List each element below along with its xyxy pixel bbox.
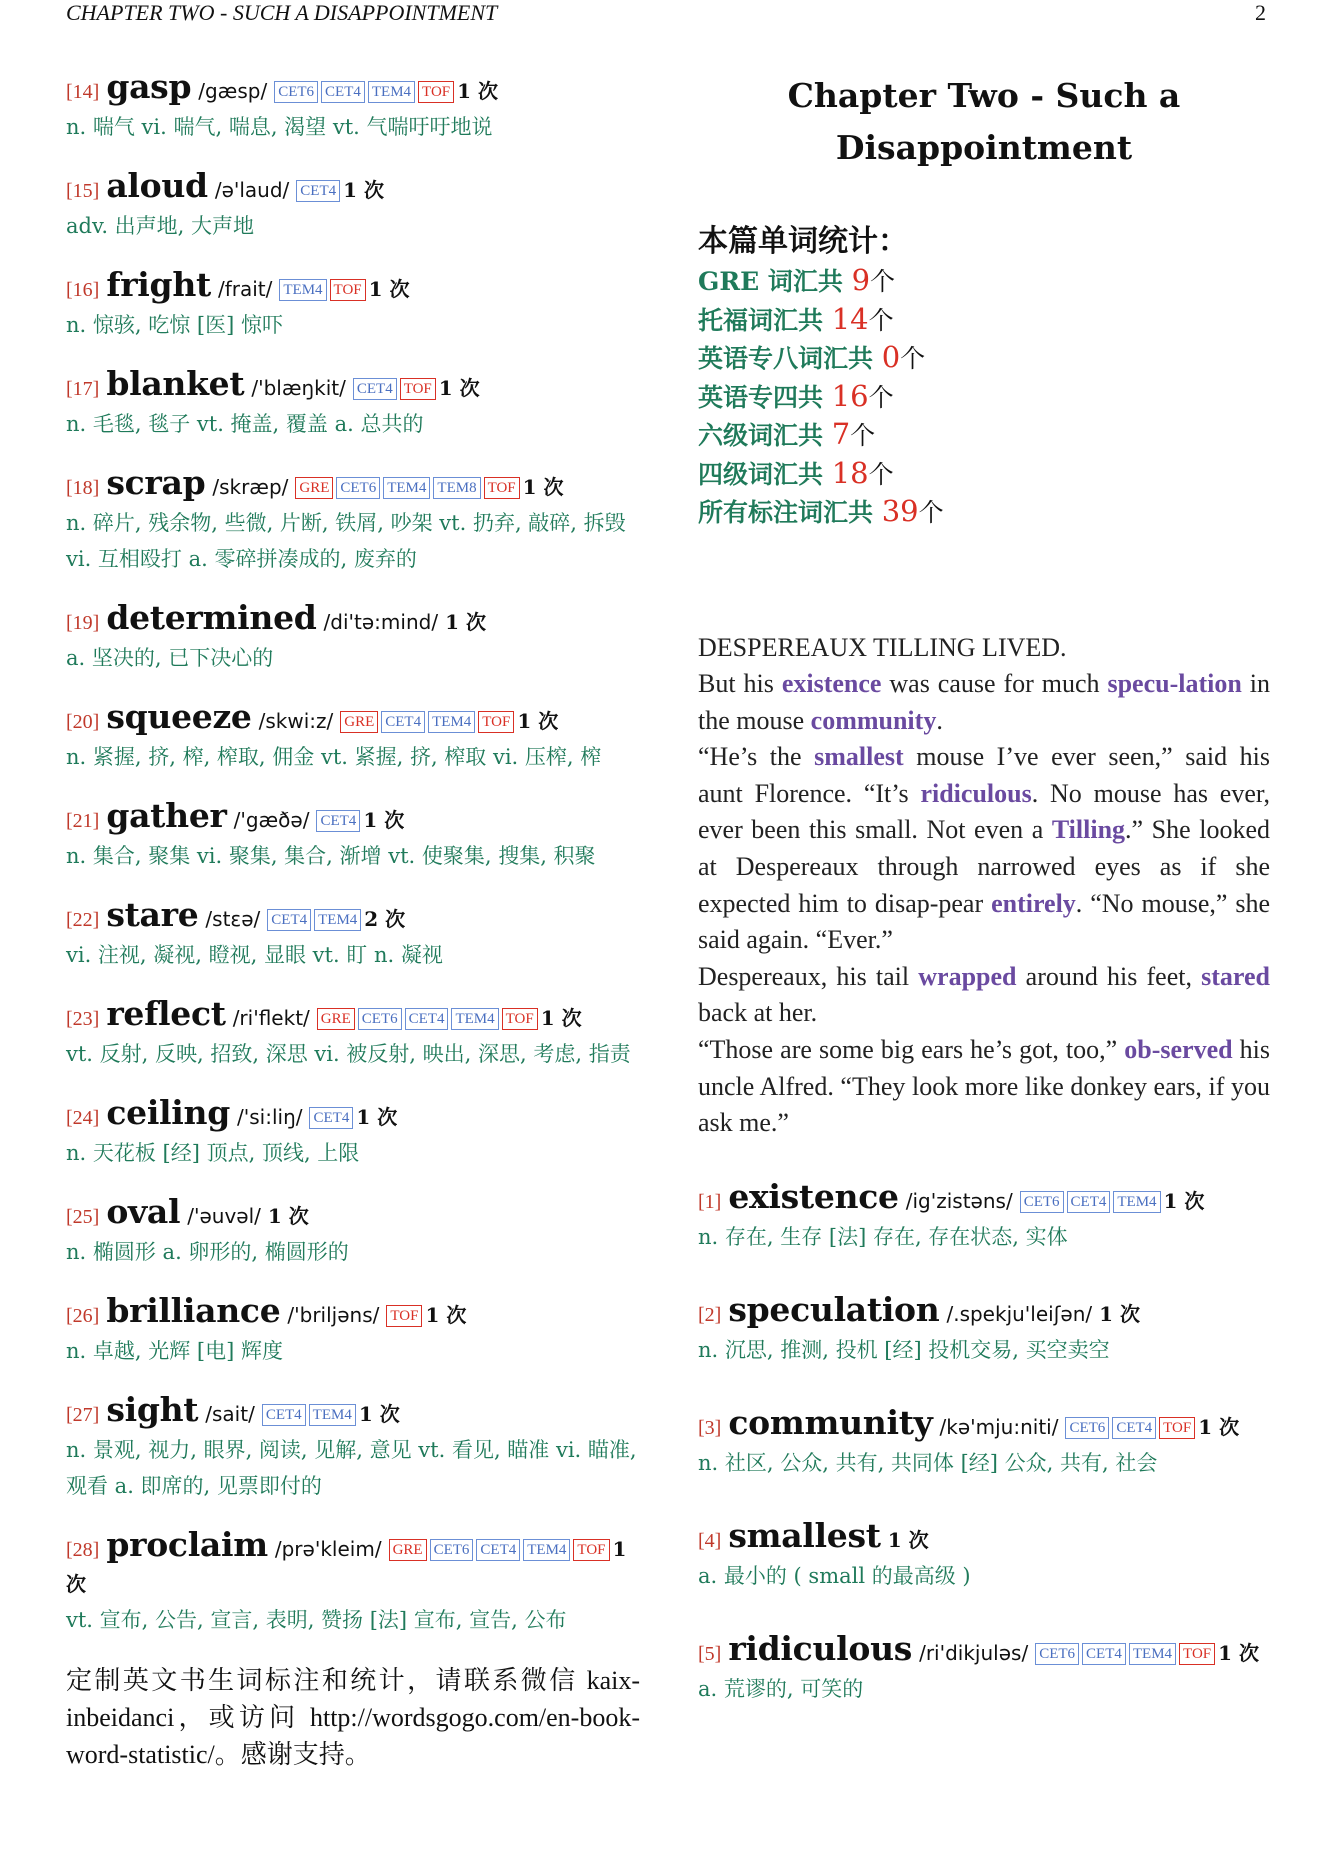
vocab-entry — [66, 1525, 640, 1638]
stats-lines — [698, 262, 1270, 532]
stat-count: 39 — [881, 494, 919, 528]
headword: stare — [106, 895, 199, 934]
passage-paragraph-4: Despereaux, his tail wrapped around his feet, stared back at her. — [698, 961, 1270, 1028]
phonetic: /ig'zistəns/ — [905, 1188, 1013, 1213]
entry-index: [28] — [66, 1539, 100, 1561]
stat-label: 六级词汇共 — [698, 421, 832, 450]
vocab-entry — [66, 1291, 640, 1369]
definition: n. 卓越, 光辉 [电] 辉度 — [66, 1339, 283, 1363]
exam-tags — [1035, 1641, 1218, 1666]
exam-tags — [296, 178, 343, 203]
story-passage — [698, 630, 1270, 1142]
entry-index: [2] — [698, 1303, 722, 1326]
occurrence-count: 1 次 — [1163, 1188, 1205, 1213]
definition: n. 喘气 vi. 喘气, 喘息, 渴望 vt. 气喘吁吁地说 — [66, 115, 493, 139]
exam-tags — [295, 475, 522, 500]
headword-line — [698, 1402, 1270, 1445]
phonetic: /gæsp/ — [198, 79, 268, 103]
exam-tag: GRE — [295, 477, 333, 499]
exam-tag: GRE — [389, 1539, 427, 1561]
definition: n. 社区, 公众, 共有, 共同体 [经] 公众, 共有, 社会 — [698, 1450, 1158, 1475]
occurrence-count: 1 次 — [356, 1105, 398, 1129]
exam-tag: CET4 — [405, 1008, 449, 1030]
vocab-entry — [698, 1628, 1270, 1707]
phonetic: /frait/ — [217, 277, 273, 301]
definition: n. 存在, 生存 [法] 存在, 存在状态, 实体 — [698, 1224, 1068, 1249]
entry-index: [27] — [66, 1404, 100, 1426]
vocab-entry — [66, 1390, 640, 1504]
stat-label: 英语专八词汇共 — [698, 344, 882, 373]
exam-tags — [386, 1303, 425, 1328]
stat-label: 托福词汇共 — [698, 305, 832, 335]
stat-unit: 个 — [850, 421, 876, 450]
passage-paragraph-3: “He’s the smallest mouse I’ve ever seen,” said his aunt Florence. “It’s ridiculous. No mouse has ever, ever been this small. Not even a Tilling.” She looked at Despereaux through narrowed eyes as if she expected him to disap-pear entirely. “No mouse,” she said again. “Ever.” — [698, 742, 1270, 955]
entry-index: [25] — [66, 1206, 100, 1228]
definition: n. 惊骇, 吃惊 [医] 惊吓 — [66, 313, 283, 337]
headword: oval — [106, 1192, 181, 1231]
exam-tag: CET6 — [1065, 1417, 1109, 1439]
exam-tags — [309, 1105, 356, 1130]
left-column — [66, 67, 640, 1773]
exam-tag: TEM4 — [309, 1404, 356, 1426]
chapter-title-line2: Disappointment — [835, 128, 1133, 167]
headword: proclaim — [106, 1525, 268, 1564]
exam-tag: CET6 — [1035, 1643, 1079, 1665]
occurrence-count: 1 次 — [438, 376, 480, 400]
entry-index: [1] — [698, 1190, 722, 1213]
occurrence-count: 1 次 — [517, 709, 559, 733]
exam-tags — [317, 1006, 541, 1031]
occurrence-count: 1 次 — [522, 475, 564, 499]
highlighted-word: smallest — [814, 742, 904, 772]
definition: vt. 宣布, 公告, 宣言, 表明, 赞扬 [法] 宣布, 宣告, 公布 — [66, 1608, 567, 1632]
occurrence-count: 2 次 — [364, 907, 406, 931]
exam-tag: TOF — [1179, 1643, 1215, 1665]
exam-tag: CET4 — [1112, 1417, 1156, 1439]
stat-count: 9 — [851, 263, 871, 297]
exam-tag: TOF — [478, 711, 514, 733]
passage-paragraph-1: DESPEREAUX TILLING LIVED. — [698, 632, 1067, 662]
exam-tag: CET4 — [267, 909, 311, 931]
left-vocab-list — [66, 67, 640, 1638]
headword-line — [66, 67, 640, 109]
stat-count: 7 — [831, 417, 851, 451]
phonetic: /'si:liŋ/ — [237, 1105, 303, 1129]
occurrence-count: 1 次 — [267, 1204, 309, 1228]
passage-paragraph-5: “Those are some big ears he’s got, too,” ob-served his uncle Alfred. “They look more like donkey ears, if you ask me.” — [698, 1035, 1270, 1138]
highlighted-word: wrapped — [918, 961, 1017, 991]
highlighted-word: existence — [781, 669, 882, 699]
stat-unit: 个 — [870, 267, 896, 296]
exam-tag: CET4 — [262, 1404, 306, 1426]
exam-tag: TOF — [330, 279, 366, 301]
definition: n. 椭圆形 a. 卵形的, 椭圆形的 — [66, 1240, 349, 1264]
phonetic: /'blæŋkit/ — [251, 376, 346, 400]
entry-index: [16] — [66, 279, 100, 301]
definition: vt. 反射, 反映, 招致, 深思 vi. 被反射, 映出, 深思, 考虑, 指责 — [66, 1042, 631, 1066]
exam-tags — [316, 808, 363, 833]
stats-block — [698, 222, 1270, 532]
right-vocab-list — [698, 1176, 1270, 1707]
passage-paragraph-2: But his existence was cause for much specu-lation in the mouse community. — [698, 669, 1270, 735]
headword-line — [66, 1291, 640, 1333]
exam-tag: TEM4 — [451, 1008, 498, 1030]
definition: n. 集合, 聚集 vi. 聚集, 集合, 渐增 vt. 使聚集, 搜集, 积聚 — [66, 844, 596, 868]
exam-tag: CET6 — [1020, 1191, 1064, 1213]
stat-line — [698, 493, 1270, 532]
exam-tag: TEM4 — [1129, 1643, 1176, 1665]
exam-tag: CET4 — [309, 1107, 353, 1129]
headword-line — [66, 1525, 640, 1602]
headword: fright — [106, 265, 211, 304]
headword-line — [698, 1628, 1270, 1671]
headword: scrap — [106, 463, 206, 502]
exam-tags — [267, 907, 364, 932]
headword: determined — [106, 598, 317, 637]
exam-tag: CET4 — [1067, 1191, 1111, 1213]
headword: existence — [728, 1176, 899, 1216]
vocab-entry — [66, 598, 640, 676]
definition: n. 沉思, 推测, 投机 [经] 投机交易, 买空卖空 — [698, 1337, 1110, 1362]
stat-unit: 个 — [868, 382, 894, 412]
stat-unit: 个 — [868, 305, 894, 335]
definition: a. 荒谬的, 可笑的 — [698, 1676, 864, 1701]
vocab-entry — [66, 1192, 640, 1270]
phonetic: /stεə/ — [205, 907, 261, 931]
stat-label: 所有标注词汇共 — [698, 498, 882, 527]
page-number: 2 — [1255, 0, 1266, 25]
headword-line — [66, 598, 640, 640]
phonetic: /kə'mju:niti/ — [939, 1414, 1059, 1439]
exam-tags — [389, 1537, 613, 1562]
highlighted-word: specu-lation — [1107, 669, 1242, 699]
occurrence-count: 1 次 — [66, 1537, 627, 1596]
exam-tag: CET6 — [336, 477, 380, 499]
occurrence-count: 1 次 — [358, 1402, 400, 1426]
stat-line — [698, 455, 1270, 494]
stat-unit: 个 — [868, 459, 894, 489]
definition: n. 毛毯, 毯子 vt. 掩盖, 覆盖 a. 总共的 — [66, 412, 424, 436]
running-title: CHAPTER TWO - SUCH A DISAPPOINTMENT — [66, 0, 498, 25]
stat-count: 0 — [881, 340, 901, 374]
vocab-entry — [698, 1402, 1270, 1481]
exam-tag: CET6 — [430, 1539, 474, 1561]
headword: smallest — [728, 1515, 881, 1555]
exam-tags — [274, 79, 457, 104]
highlighted-word: ob-served — [1124, 1035, 1233, 1065]
occurrence-count: 1 次 — [343, 178, 385, 202]
phonetic: /ə'laud/ — [214, 178, 290, 202]
exam-tag: TEM4 — [523, 1539, 570, 1561]
occurrence-count: 1 次 — [540, 1006, 582, 1030]
exam-tag: TOF — [484, 477, 520, 499]
vocab-entry — [66, 67, 640, 145]
headword: gasp — [106, 67, 192, 106]
entry-index: [4] — [698, 1529, 722, 1552]
headword: aloud — [106, 166, 208, 205]
phonetic: /'gæðə/ — [233, 808, 310, 832]
exam-tag: GRE — [340, 711, 378, 733]
stat-unit: 个 — [900, 344, 926, 373]
entry-index: [14] — [66, 81, 100, 103]
headword-line — [66, 364, 640, 406]
exam-tag: CET6 — [274, 81, 318, 103]
headword-line — [66, 994, 640, 1036]
headword: gather — [106, 796, 227, 835]
phonetic: /'briljəns/ — [287, 1303, 380, 1327]
promo-note: 定制英文书生词标注和统计，请联系微信 kaix-inbeidanci，或访问 http://wordsgogo.com/en-book-word-statistic/。感谢支持。 — [66, 1666, 640, 1769]
vocab-entry — [66, 994, 640, 1072]
entry-index: [3] — [698, 1416, 722, 1439]
exam-tag: TOF — [573, 1539, 609, 1561]
vocab-entry — [66, 364, 640, 442]
exam-tag: TEM4 — [428, 711, 475, 733]
phonetic: /prə'kleim/ — [274, 1537, 382, 1561]
entry-index: [17] — [66, 378, 100, 400]
exam-tag: CET4 — [296, 180, 340, 202]
vocab-entry — [698, 1176, 1270, 1255]
entry-index: [15] — [66, 180, 100, 202]
highlighted-word: stared — [1201, 961, 1270, 991]
exam-tag: CET4 — [353, 378, 397, 400]
exam-tags — [353, 376, 439, 401]
right-column — [698, 70, 1270, 1745]
vocab-entry — [698, 1515, 1270, 1594]
headword: brilliance — [106, 1291, 281, 1330]
headword: sight — [106, 1390, 199, 1429]
headword-line — [698, 1289, 1270, 1332]
occurrence-count: 1 次 — [1198, 1414, 1240, 1439]
exam-tag: TEM8 — [433, 477, 480, 499]
exam-tag: TEM4 — [383, 477, 430, 499]
definition: a. 最小的 ( small 的最高级 ) — [698, 1563, 971, 1588]
exam-tag: TOF — [502, 1008, 538, 1030]
exam-tag: CET4 — [1082, 1643, 1126, 1665]
exam-tags — [1020, 1189, 1164, 1214]
highlighted-word: entirely — [991, 888, 1076, 918]
exam-tag: CET4 — [381, 711, 425, 733]
exam-tag: TOF — [418, 81, 454, 103]
occurrence-count: 1 次 — [457, 79, 499, 103]
phonetic: /'əuvəl/ — [187, 1204, 261, 1228]
occurrence-count: 1 次 — [363, 808, 405, 832]
phonetic: /sait/ — [205, 1402, 255, 1426]
headword: speculation — [728, 1289, 940, 1329]
stat-count: 14 — [831, 301, 869, 336]
definition: n. 紧握, 挤, 榨, 榨取, 佣金 vt. 紧握, 挤, 榨取 vi. 压榨, 榨 — [66, 745, 602, 769]
headword-line — [66, 1390, 640, 1432]
headword: community — [728, 1402, 933, 1442]
headword: ceiling — [106, 1093, 230, 1132]
exam-tags — [279, 277, 368, 302]
occurrence-count: 1 次 — [1218, 1640, 1260, 1665]
phonetic: /di'tə:mind/ — [323, 610, 439, 634]
exam-tag: GRE — [317, 1008, 355, 1030]
exam-tag: CET4 — [476, 1539, 520, 1561]
phonetic: /.spekju'leiʃən/ — [946, 1301, 1093, 1326]
stat-label: 英语专四共 — [698, 382, 832, 412]
exam-tag: TEM4 — [314, 909, 361, 931]
occurrence-count: 1 次 — [445, 610, 486, 634]
stat-count: 16 — [831, 378, 869, 413]
definition: n. 碎片, 残余物, 些微, 片断, 铁屑, 吵架 vt. 扔弃, 敲碎, 拆毁 vi. 互相殴打 a. 零碎拼凑成的, 废弃的 — [66, 511, 626, 571]
entry-index: [20] — [66, 711, 100, 733]
exam-tags — [340, 709, 517, 734]
highlighted-word: ridiculous — [920, 778, 1032, 808]
running-header — [66, 0, 1266, 26]
entry-index: [24] — [66, 1107, 100, 1129]
vocab-entry — [698, 1289, 1270, 1368]
highlighted-word: Tilling — [1051, 815, 1126, 845]
phonetic: /ri'flekt/ — [232, 1006, 310, 1030]
chapter-title — [698, 70, 1270, 174]
exam-tag: CET6 — [358, 1008, 402, 1030]
occurrence-count: 1 次 — [368, 277, 410, 301]
headword-line — [66, 895, 640, 937]
headword-line — [698, 1176, 1270, 1219]
entry-index: [18] — [66, 477, 100, 499]
definition: vi. 注视, 凝视, 瞪视, 显眼 vt. 盯 n. 凝视 — [66, 943, 443, 967]
exam-tag: TOF — [386, 1305, 422, 1327]
vocab-entry — [66, 895, 640, 973]
headword: blanket — [106, 364, 245, 403]
stat-label: 四级词汇共 — [698, 459, 832, 489]
vocab-entry — [66, 463, 640, 577]
headword-line — [698, 1515, 1270, 1558]
vocab-entry — [66, 265, 640, 343]
headword-line — [66, 1093, 640, 1135]
exam-tag: TEM4 — [368, 81, 415, 103]
entry-index: [21] — [66, 810, 100, 832]
stat-line — [698, 339, 1270, 378]
definition: adv. 出声地, 大声地 — [66, 214, 255, 238]
occurrence-count: 1 次 — [1099, 1301, 1141, 1326]
headword: ridiculous — [728, 1628, 913, 1668]
headword-line — [66, 463, 640, 505]
stats-heading: 本篇单词统计： — [698, 224, 908, 259]
vocab-entry — [66, 166, 640, 244]
vocab-entry — [66, 697, 640, 775]
exam-tags — [1065, 1415, 1198, 1440]
exam-tags — [262, 1402, 359, 1427]
stat-line — [698, 262, 1270, 301]
exam-tag: TEM4 — [1113, 1191, 1160, 1213]
vocab-entry — [66, 796, 640, 874]
entry-index: [5] — [698, 1642, 722, 1665]
exam-tag: CET4 — [321, 81, 365, 103]
headword: reflect — [106, 994, 226, 1033]
stat-unit: 个 — [918, 498, 944, 527]
headword-line — [66, 265, 640, 307]
highlighted-word: community — [810, 705, 937, 735]
entry-index: [26] — [66, 1305, 100, 1327]
stat-line — [698, 301, 1270, 340]
entry-index: [22] — [66, 909, 100, 931]
stat-label: GRE 词汇共 — [698, 267, 852, 296]
definition: a. 坚决的, 已下决心的 — [66, 646, 274, 670]
definition: n. 天花板 [经] 顶点, 顶线, 上限 — [66, 1141, 360, 1165]
exam-tag: TOF — [1159, 1417, 1195, 1439]
exam-tag: TEM4 — [279, 279, 326, 301]
phonetic: /ri'dikjuləs/ — [919, 1640, 1029, 1665]
exam-tag: TOF — [400, 378, 436, 400]
headword-line — [66, 697, 640, 739]
exam-tag: CET4 — [316, 810, 360, 832]
stat-line — [698, 378, 1270, 417]
phonetic: /skwi:z/ — [258, 709, 334, 733]
headword: squeeze — [106, 697, 252, 736]
headword-line — [66, 1192, 640, 1234]
stat-line — [698, 416, 1270, 455]
entry-index: [19] — [66, 612, 100, 634]
headword-line — [66, 166, 640, 208]
vocab-entry — [66, 1093, 640, 1171]
entry-index: [23] — [66, 1008, 100, 1030]
phonetic: /skræp/ — [212, 475, 289, 499]
occurrence-count: 1 次 — [425, 1303, 467, 1327]
occurrence-count: 1 次 — [887, 1527, 929, 1552]
stat-count: 18 — [831, 455, 869, 490]
chapter-title-line1: Chapter Two - Such a — [787, 76, 1181, 115]
headword-line — [66, 796, 640, 838]
definition: n. 景观, 视力, 眼界, 阅读, 见解, 意见 vt. 看见, 瞄准 vi. 瞄准, 观看 a. 即席的, 见票即付的 — [66, 1438, 637, 1498]
